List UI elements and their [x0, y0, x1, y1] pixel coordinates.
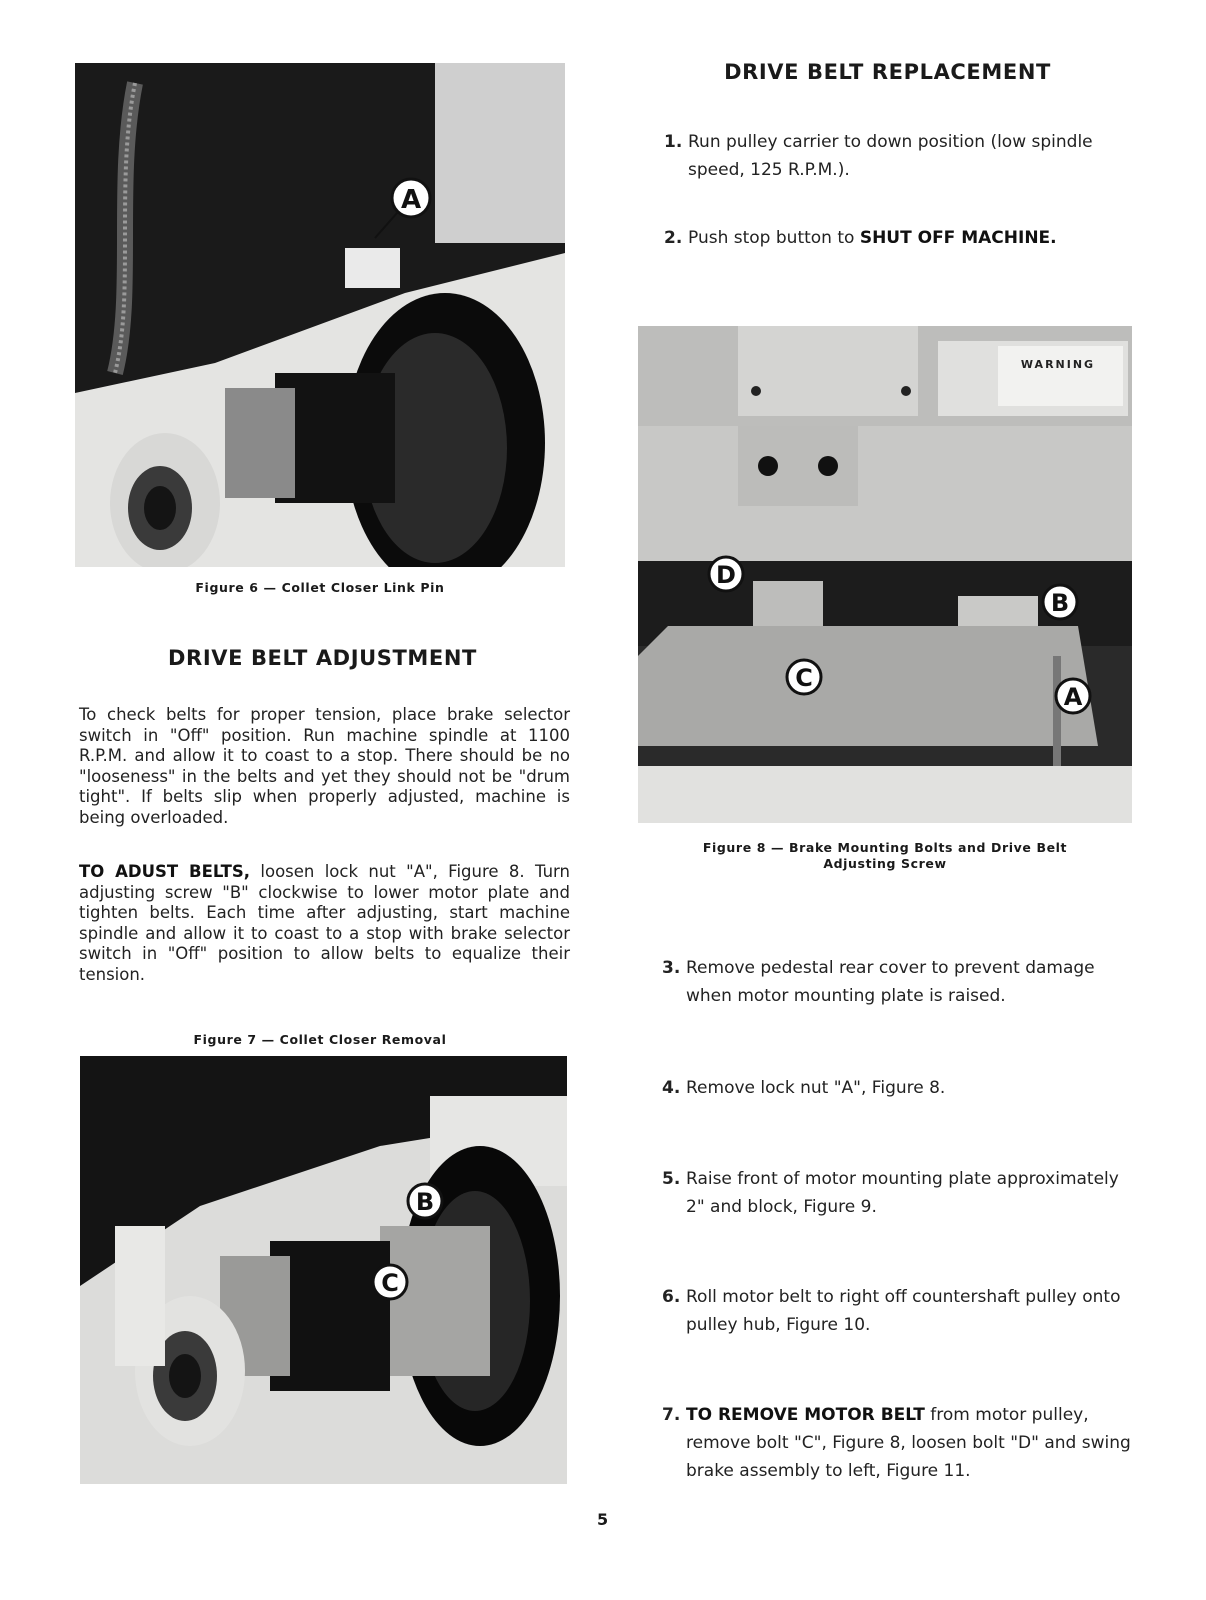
- step-text: [686, 1401, 1134, 1485]
- figure-8-label-c: C: [795, 664, 813, 692]
- step-number: 4.: [662, 1078, 681, 1098]
- step-text-bold: TO REMOVE MOTOR BELT: [686, 1405, 925, 1425]
- replacement-heading: DRIVE BELT REPLACEMENT: [724, 60, 1051, 84]
- figure-8-caption-line-2: Adjusting Screw: [823, 856, 947, 871]
- figure-8-caption: [638, 840, 1132, 872]
- figure-7-caption: Figure 7 — Collet Closer Removal: [193, 1032, 447, 1047]
- step-text: [688, 224, 1134, 252]
- figure-8-label-d: D: [716, 561, 736, 589]
- step-text: Run pulley carrier to down position (low spindle speed, 125 R.P.M.).: [688, 132, 1093, 180]
- adjust-belts-text: loosen lock nut "A", Figure 8. Turn adjusting screw "B" clockwise to lower motor plate and tighten belts. Each time after adjusting, start machine spindle and allow it to coast to a stop with brake selector switch in "Off" position to allow belts to equalize their tension.: [79, 862, 570, 984]
- figure-8-label-b: B: [1050, 589, 1070, 617]
- figure-7-label-c: C: [381, 1269, 399, 1297]
- figure-6-illustration: [75, 63, 565, 567]
- step-number: 2.: [664, 228, 683, 248]
- step-text-bold: SHUT OFF MACHINE.: [859, 228, 1057, 248]
- figure-6-caption: Figure 6 — Collet Closer Link Pin: [195, 580, 445, 595]
- figure-8-warning: WARNING: [1020, 358, 1096, 371]
- adjustment-paragraph-1: To check belts for proper tension, place brake selector switch in "Off" position. Run machine spindle at 1100 R.P.M. and allow it to coast to a stop. There should be no "looseness" in the belts and yet they should not be "drum tight". If belts slip when properly adjusted, machine is being overloaded.: [79, 705, 570, 827]
- step-text: Roll motor belt to right off countershaft pulley onto pulley hub, Figure 10.: [686, 1287, 1121, 1335]
- step-number: 5.: [662, 1169, 681, 1189]
- figure-8-illustration: [638, 326, 1132, 823]
- adjust-belts-lead: TO ADUST BELTS,: [79, 862, 251, 881]
- step-text: Raise front of motor mounting plate approximately 2" and block, Figure 9.: [686, 1169, 1119, 1217]
- adjustment-paragraph-2: [79, 862, 570, 985]
- step-4: [662, 1074, 1134, 1102]
- page-number: 5: [597, 1510, 609, 1529]
- figure-7-illustration: [80, 1056, 567, 1484]
- step-7: [662, 1401, 1134, 1485]
- step-number: 6.: [662, 1287, 681, 1307]
- figure-7-photo: [80, 1056, 567, 1484]
- step-2: [664, 224, 1134, 252]
- step-number: 1.: [664, 132, 683, 152]
- adjustment-heading: DRIVE BELT ADJUSTMENT: [168, 646, 477, 670]
- step-text-plain: Push stop button to: [688, 228, 860, 248]
- figure-8-label-a: A: [1063, 683, 1083, 711]
- figure-8-photo: [638, 326, 1132, 823]
- step-number: 7.: [662, 1405, 681, 1425]
- figure-7-label-b: B: [415, 1188, 435, 1216]
- step-3: [662, 954, 1134, 1010]
- figure-6-photo: [75, 63, 565, 567]
- step-1: [664, 128, 1134, 184]
- step-text: Remove lock nut "A", Figure 8.: [686, 1078, 946, 1098]
- step-5: [662, 1165, 1134, 1221]
- step-text-plain: from motor pulley, remove bolt "C", Figure 8, loosen bolt "D" and swing brake assembly to left, Figure 11.: [686, 1405, 1131, 1481]
- step-6: [662, 1283, 1134, 1339]
- figure-6-label-a: A: [400, 185, 422, 215]
- step-text: Remove pedestal rear cover to prevent damage when motor mounting plate is raised.: [686, 958, 1095, 1006]
- figure-8-caption-line-1: Figure 8 — Brake Mounting Bolts and Drive Belt: [702, 840, 1068, 855]
- step-number: 3.: [662, 958, 681, 978]
